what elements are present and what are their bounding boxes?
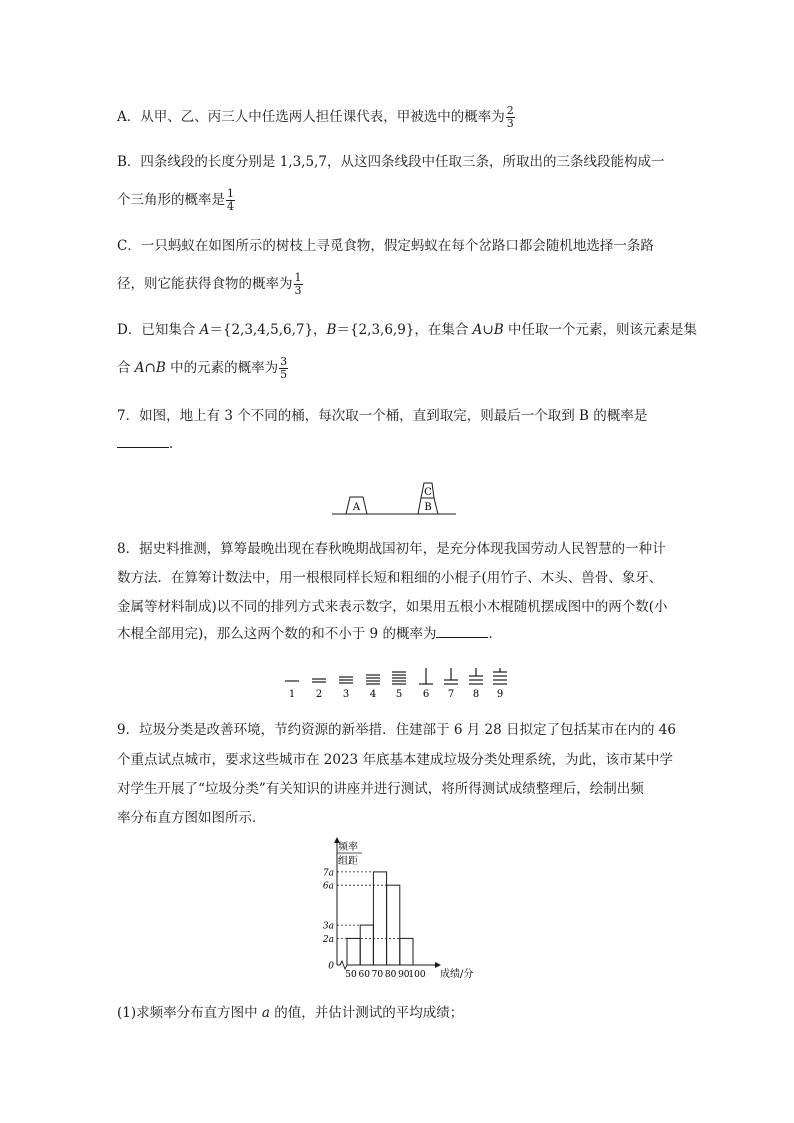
y-tick-label-2a: 2a <box>322 934 334 945</box>
option-a-text: 从甲、乙、丙三人中任选两人担任课代表，甲被选中的概率为 <box>140 109 505 125</box>
option-c-line2: 径，则它能获得食物的概率为 $\frac{1}{3}$ <box>117 271 302 297</box>
option-b-line2: 个三角形的概率是 $\frac{1}{4}$ <box>117 187 234 213</box>
frequency-histogram <box>310 836 490 986</box>
histogram-bar-70-80 <box>373 872 386 965</box>
q8-line2: 数方法．在算筹计数法中，用一根根同样长短和粗细的小棍子(用竹子、木头、兽骨、象牙、 <box>117 570 663 586</box>
y-tick-label-7a: 7a <box>322 868 334 879</box>
bucket-c-label: C <box>424 487 432 498</box>
x-tick-label-90: 90 <box>398 970 410 980</box>
x-tick-label-50: 50 <box>345 970 357 980</box>
y-tick-label-3a: 3a <box>322 921 334 932</box>
buckets-figure <box>330 478 460 518</box>
counting-rods-figure <box>278 664 514 700</box>
q9-line2: 个重点试点城市，要求这些城市在 2023 年底基本建成垃圾分类处理系统，为此，该市某中学 <box>117 752 673 768</box>
option-b-fraction: $\frac{1}{4}$ <box>227 187 234 213</box>
x-tick-label-60: 60 <box>358 970 370 980</box>
q9-line1: 9．垃圾分类是改善环境，节约资源的新举措．住建部于 6 月 28 日拟定了包括某市在内的 46 <box>117 722 676 738</box>
bucket-b-label: B <box>424 502 432 513</box>
histogram-bar-90-100 <box>400 938 413 965</box>
q9-line3: 对学生开展了“垃圾分类”有关知识的讲座并进行测试，将所得测试成绩整理后，绘制出频 <box>117 781 644 797</box>
rod-digit-2: 2 <box>315 689 323 700</box>
option-d-line1: D．已知集合 A＝{2,3,4,5,6,7}，B＝{2,3,6,9}，在集合 A∪B 中任取一个元素，则该元素是集 <box>117 322 697 338</box>
rod-digit-1: 1 <box>288 689 296 700</box>
q8-line1: 8．据史料推测，算筹最晚出现在春秋晚期战国初年，是充分体现我国劳动人民智慧的一种计 <box>117 541 666 557</box>
option-c-line1: C．一只蚂蚁在如图所示的树枝上寻觅食物，假定蚂蚁在每个岔路口都会随机地选择一条路 <box>117 238 654 254</box>
q8-line4: 木棍全部用完)，那么这两个数的和不小于 9 的概率为 ． <box>117 626 502 642</box>
q8-line3: 金属等材料制成)以不同的排列方式来表示数字，如果用五根小木棍随机摆成图中的两个数(小 <box>117 599 668 615</box>
rod-digit-8: 8 <box>472 689 480 700</box>
axis-break <box>337 961 347 969</box>
option-d-fraction: $\frac{3}{5}$ <box>280 355 288 381</box>
y-label-top: 频率 <box>338 842 358 853</box>
q7-text: 7．如图，地上有 3 个不同的桶，每次取一个桶，直到取完，则最后一个取到 B 的概率是 <box>117 408 648 424</box>
q7-answer-line: ． <box>117 434 183 454</box>
x-label: 成绩/分 <box>440 969 474 980</box>
option-a-fraction: $\frac{2}{3}$ <box>506 104 514 130</box>
histogram-bar-80-90 <box>387 885 400 965</box>
x-tick-label-80: 80 <box>384 970 397 980</box>
rod-digit-6: 6 <box>422 689 430 700</box>
rod-marks <box>285 668 507 684</box>
rod-digit-7: 7 <box>447 689 455 700</box>
q9-line4: 率分布直方图如图所示． <box>117 810 266 826</box>
rod-digit-5: 5 <box>395 689 403 700</box>
bucket-a-label: A <box>352 502 361 513</box>
rod-digit-4: 4 <box>369 689 377 700</box>
histogram-bar-50-60 <box>347 938 360 965</box>
rod-digit-3: 3 <box>342 689 350 700</box>
option-a <box>117 105 515 130</box>
option-b-line1: B．四条线段的长度分别是 1,3,5,7，从这四条线段中任取三条，所取出的三条线段能构成一 <box>117 154 665 170</box>
q9-sub1: (1)求频率分布直方图中 a 的值，并估计测试的平均成绩； <box>117 1005 464 1021</box>
rod-digit-9: 9 <box>496 689 504 700</box>
option-c-fraction: $\frac{1}{3}$ <box>294 271 302 297</box>
x-tick-label-100: 100 <box>408 970 426 980</box>
option-a-label: A． <box>117 109 141 125</box>
q8-blank <box>436 625 488 638</box>
option-d-line2: 合 A∩B 中的元素的概率为 $\frac{3}{5}$ <box>117 355 288 381</box>
x-tick-label-70: 70 <box>371 970 384 980</box>
histogram-bar-60-70 <box>360 925 373 965</box>
y-tick-label-0: 0 <box>328 961 334 972</box>
q7-blank <box>117 435 169 448</box>
y-tick-label-6a: 6a <box>322 881 334 892</box>
y-label-bottom: 组距 <box>338 856 358 867</box>
